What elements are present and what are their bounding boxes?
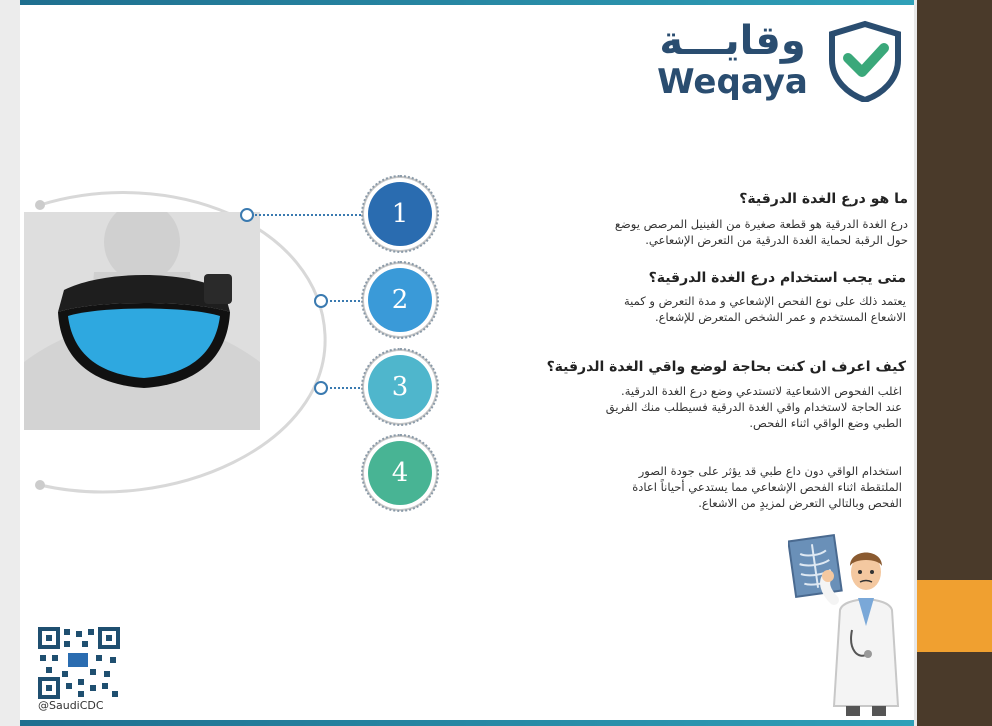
- doctor-xray-icon: [788, 530, 908, 720]
- connector-line-3: [326, 387, 364, 389]
- connector-node-2: [314, 294, 328, 308]
- bottom-accent-bar: [20, 720, 914, 726]
- connector-line-2: [326, 300, 364, 302]
- step-3-line-3: الطبي وضع الواقي اثناء الفحص.: [749, 416, 902, 430]
- left-margin: [0, 0, 20, 726]
- connector-node-3: [314, 381, 328, 395]
- logo-english-text: Weqaya: [657, 62, 808, 102]
- step-3-line-2: عند الحاجة لاستخدام واقي الغدة الدرقية فسيطلب منك الفريق: [605, 400, 902, 414]
- infographic-poster: [20, 0, 914, 726]
- step-number-1: 1: [368, 182, 432, 246]
- step-4-line-1: استخدام الواقي دون داع طبي قد يؤثر على جودة الصور: [638, 464, 902, 478]
- step-1-title: ما هو درع الغدة الدرقية؟: [739, 191, 908, 207]
- shield-check-icon: [826, 20, 904, 102]
- step-2-title: متى يجب استخدام درع الغدة الدرقية؟: [648, 270, 906, 286]
- step-1-line-2: حول الرقبة لحماية الغدة الدرقية من التعرض الإشعاعي.: [645, 233, 908, 247]
- step-number-3: 3: [368, 355, 432, 419]
- step-4-line-3: الفحص وبالتالي التعرض لمزيدٍ من الاشعاع.: [698, 496, 902, 510]
- thyroid-collar-photo: [24, 212, 260, 430]
- step-1-line-1: درع الغدة الدرقية هو قطعة صغيرة من الفينيل المرصص يوضع: [614, 217, 908, 231]
- step-2-line-1: يعتمد ذلك على نوع الفحص الإشعاعي و مدة التعرض و كمية: [623, 294, 906, 308]
- top-accent-bar: [20, 0, 914, 5]
- connector-node-1: [240, 208, 254, 222]
- step-3-title: كيف اعرف ان كنت بحاجة لوضع واقي الغدة الدرقية؟: [546, 359, 906, 375]
- step-number-2: 2: [368, 268, 432, 332]
- step-2-line-2: الاشعاع المستخدم و عمر الشخص المتعرض للإشعاع.: [655, 310, 906, 324]
- connector-line-1: [252, 214, 364, 216]
- qr-code-icon: [38, 627, 120, 699]
- logo-arabic-text: وقايـــة: [659, 18, 806, 64]
- step-4-line-2: الملتقطة اثناء الفحص الإشعاعي مما يستدعي أحياناً اعادة: [632, 480, 902, 494]
- step-3-line-1: اغلب الفحوص الاشعاعية لاتستدعي وضع درع الغدة الدرقية.: [621, 384, 902, 398]
- step-number-4: 4: [368, 441, 432, 505]
- orange-accent-block: [917, 580, 992, 652]
- social-handle: @SaudiCDC: [38, 699, 104, 712]
